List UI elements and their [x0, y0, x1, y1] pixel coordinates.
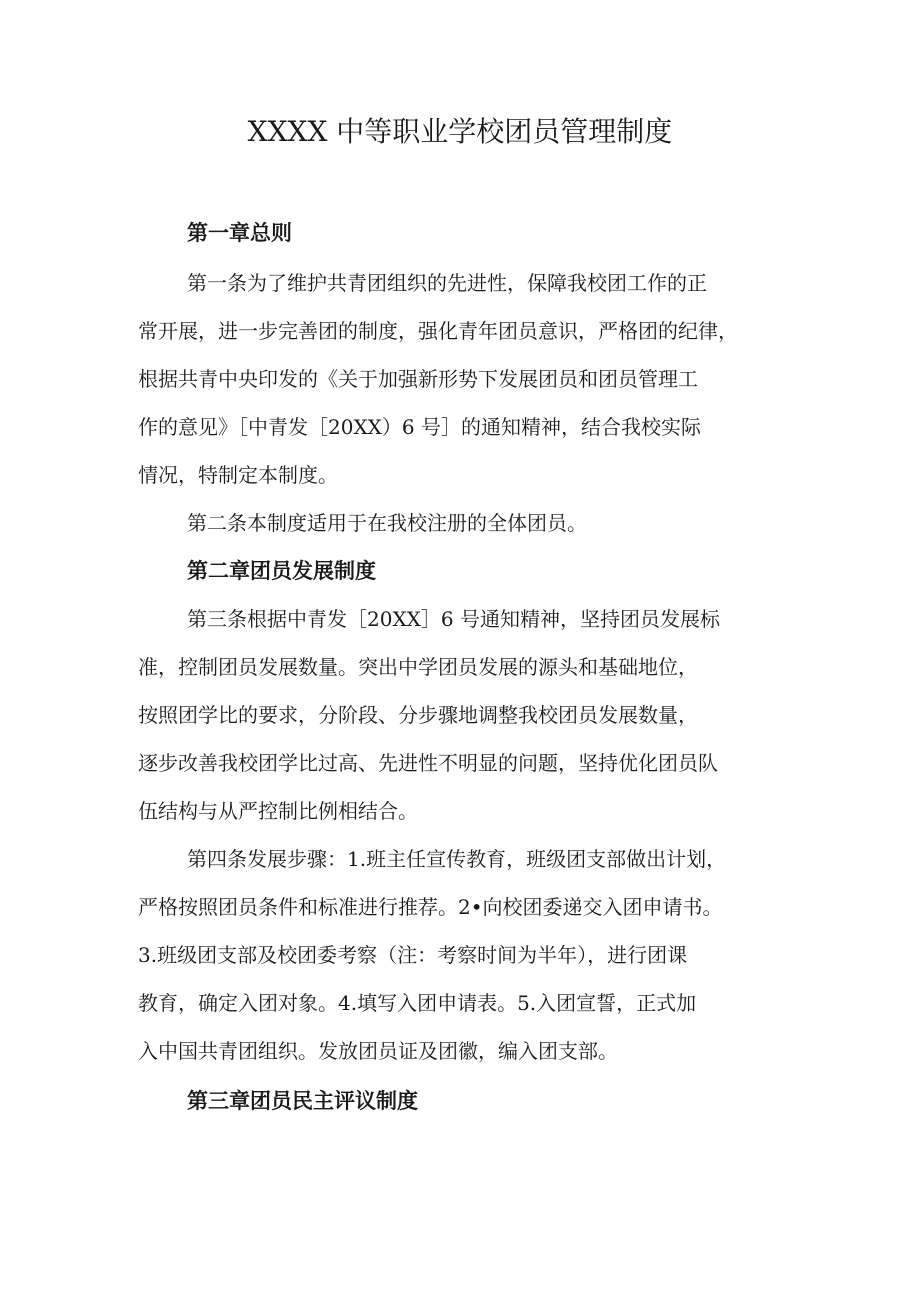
article-3-line-2: 准，控制团员发展数量。突出中学团员发展的源头和基础地位， — [138, 655, 698, 679]
chapter-heading-2: 第二章团员发展制度 — [187, 559, 376, 583]
article-1-line-1: 第一条为了维护共青团组织的先进性，保障我校团工作的正 — [187, 271, 707, 295]
chapter-heading-1: 第一章总则 — [187, 221, 292, 245]
article-1-line-3: 根据共青中央印发的《关于加强新形势下发展团员和团员管理工 — [138, 367, 698, 391]
chapter-heading-3: 第三章团员民主评议制度 — [187, 1089, 418, 1113]
article-4-line-1: 第四条发展步骤：1.班主任宣传教育，班级团支部做出计划， — [187, 847, 727, 871]
article-1-line-5: 情况，特制定本制度。 — [138, 463, 338, 487]
article-2-line-1: 第二条本制度适用于在我校注册的全体团员。 — [187, 511, 587, 535]
article-4-line-2: 严格按照团员条件和标准进行推荐。2•向校团委递交入团申请书。 — [138, 895, 723, 919]
article-4-line-4: 教育，确定入团对象。4.填写入团申请表。5.入团宣誓，正式加 — [138, 991, 697, 1015]
article-3-line-4: 逐步改善我校团学比过高、先进性不明显的问题，坚持优化团员队 — [138, 751, 718, 775]
article-4-line-5: 入中国共青团组织。发放团员证及团徽，编入团支部。 — [138, 1039, 618, 1063]
article-4-line-3: 3.班级团支部及校团委考察（注：考察时间为半年），进行团课 — [138, 943, 688, 967]
document-title: XXXX 中等职业学校团员管理制度 — [247, 115, 673, 148]
article-1-line-4: 作的意见》［中青发［20XX）6 号］的通知精神，结合我校实际 — [138, 415, 702, 439]
article-3-line-5: 伍结构与从严控制比例相结合。 — [138, 799, 418, 823]
article-3-line-3: 按照团学比的要求，分阶段、分步骤地调整我校团员发展数量， — [138, 703, 698, 727]
article-3-line-1: 第三条根据中青发［20XX］6 号通知精神，坚持团员发展标 — [187, 607, 721, 631]
article-1-line-2: 常开展，进一步完善团的制度，强化青年团员意识，严格团的纪律， — [138, 319, 738, 343]
